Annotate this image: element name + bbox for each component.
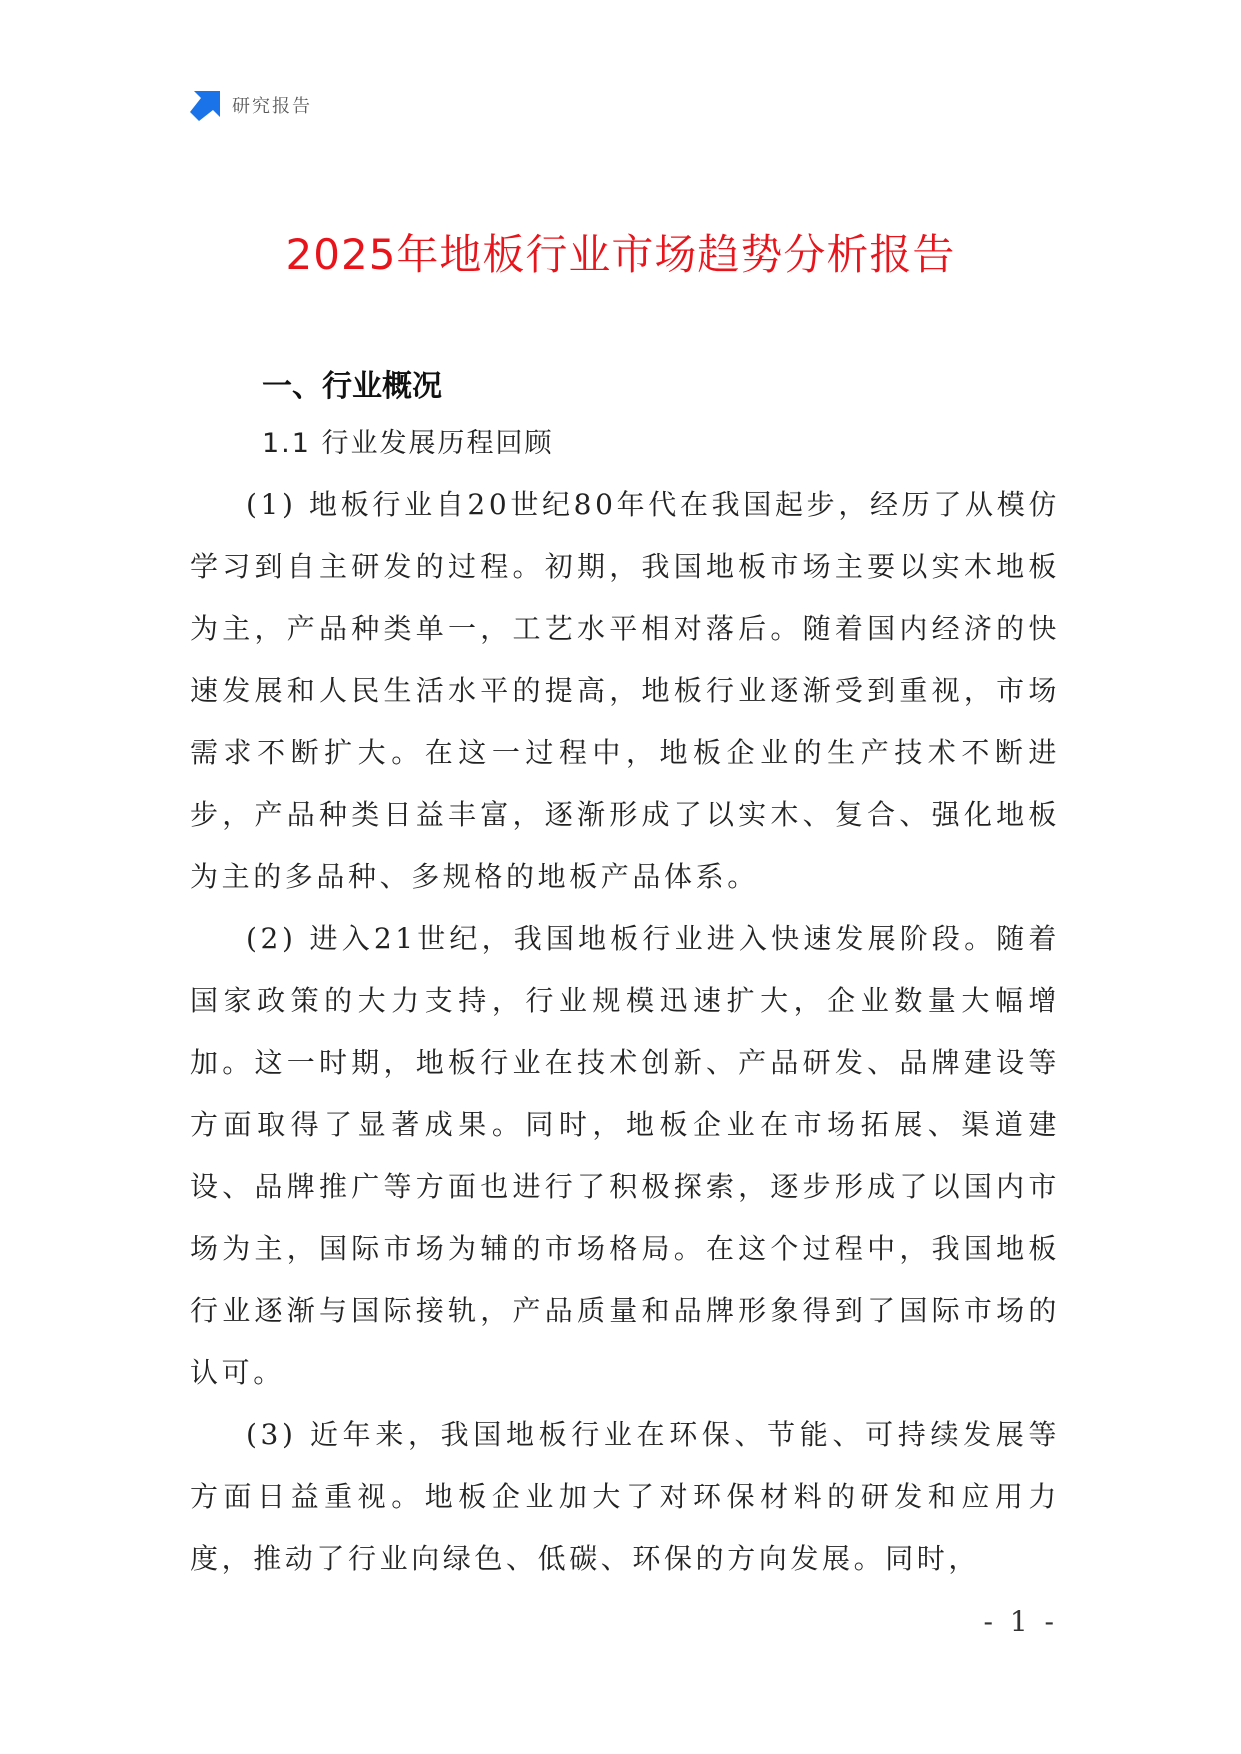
document-header — [190, 88, 312, 122]
page-number: - 1 - — [983, 1605, 1058, 1638]
paragraph-1: (1) 地板行业自20世纪80年代在我国起步，经历了从模仿学习到自主研发的过程。初期，我国地板市场主要以实木地板为主，产品种类单一，工艺水平相对落后。随着国内经济的快速发展和人民生活水平的提高，地板行业逐渐受到重视，市场需求不断扩大。在这一过程中，地板企业的生产技术不断进步，产品种类日益丰富，逐渐形成了以实木、复合、强化地板为主的多品种、多规格的地板产品体系。 — [190, 488, 1060, 893]
paragraph-3: (3) 近年来，我国地板行业在环保、节能、可持续发展等方面日益重视。地板企业加大了对环保材料的研发和应用力度，推动了行业向绿色、低碳、环保的方向发展。同时， — [190, 1418, 1060, 1575]
arrow-up-right-icon — [190, 89, 222, 121]
document-body — [190, 360, 1060, 1590]
paragraph-2: (2) 进入21世纪，我国地板行业进入快速发展阶段。随着国家政策的大力支持，行业规模迅速扩大，企业数量大幅增加。这一时期，地板行业在技术创新、产品研发、品牌建设等方面取得了显著成果。同时，地板企业在市场拓展、渠道建设、品牌推广等方面也进行了积极探索，逐步形成了以国内市场为主，国际市场为辅的市场格局。在这个过程中，我国地板行业逐渐与国际接轨，产品质量和品牌形象得到了国际市场的认可。 — [190, 922, 1060, 1389]
subsection-heading: 1.1 行业发展历程回顾 — [262, 428, 554, 459]
section-heading: 一、行业概况 — [262, 369, 442, 404]
header-label: 研究报告 — [232, 96, 312, 117]
document-title: 2025年地板行业市场趋势分析报告 — [285, 230, 956, 279]
